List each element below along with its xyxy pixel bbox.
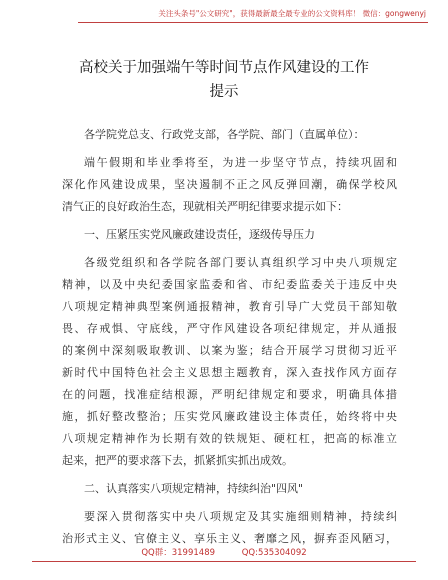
text-line: 深化作风建设成果，坚决遏制不正之风反弹回潮，确保学校风 [62, 178, 397, 191]
title-line: 提示 [209, 84, 239, 100]
title-line: 高校关于加强端午等时间节点作风建设的工作 [79, 60, 369, 76]
document-body [62, 124, 397, 556]
text-line: 清气正的良好政治生态，现就相关严明纪律要求提示如下： [62, 200, 348, 213]
text-line: 各级党组织和各学院各部门要认真组织学习中央八项规定 [84, 256, 397, 269]
text-line: 八项规定精神典型案例通报精神，教育引导广大党员干部知敬 [62, 300, 397, 313]
footer-qq: QQ:535304092 [241, 548, 307, 558]
text-line: 端午假期和毕业季将至，为进一步坚守节点，持续巩固和 [84, 156, 397, 169]
section-1-paragraph [62, 252, 397, 472]
intro-paragraph [62, 152, 397, 218]
header-divider [78, 22, 428, 23]
footer-contact [0, 546, 448, 558]
text-line: 在的问题，找准症结根源，严明纪律规定和要求，明确具体措 [62, 388, 397, 401]
footer-qq-group: QQ群：31991489 [141, 548, 216, 558]
text-line: 畏、存戒惧、守底线，严守作风建设各项纪律规定，并从通报 [62, 322, 397, 335]
text-line: 起来，把严的要求落下去，抓紧抓实抓出成效。 [62, 454, 293, 467]
text-line: 要深入贯彻落实中央八项规定及其实施细则精神，持续纠 [84, 510, 397, 523]
section-heading-1: 一、压紧压实党风廉政建设责任，逐级传导压力 [84, 228, 315, 241]
text-line: 施，抓好整改整治；压实党风廉政建设主体责任，始终将中央 [62, 410, 397, 423]
text-line: 治形式主义、官僚主义、享乐主义、奢靡之风，摒弃歪风陋习， [62, 532, 397, 545]
footer-divider [32, 561, 416, 562]
section-heading-2: 二、认真落实八项规定精神，持续纠治"四风" [84, 482, 304, 495]
text-line: 新时代中国特色社会主义思想主题教育，深入查找作风方面存 [62, 366, 397, 379]
text-line: 精神，以及中央纪委国家监委和省、市纪委监委关于违反中央 [62, 278, 397, 291]
salutation: 各学院党总支、行政党支部，各学院、部门（直属单位）： [84, 128, 365, 141]
header-promo-note: 关注头条号"公文研究"，获得最新最全最专业的公文资料库！ 微信：gongwenyj [158, 9, 426, 18]
text-line: 的案例中深刻吸取教训、以案为鉴；结合开展学习贯彻习近平 [62, 344, 397, 357]
section-2-paragraph [62, 506, 397, 550]
text-line: 八项规定精神作为长期有效的铁规矩、硬杠杠，把高的标准立 [62, 432, 397, 445]
document-title [40, 56, 408, 104]
